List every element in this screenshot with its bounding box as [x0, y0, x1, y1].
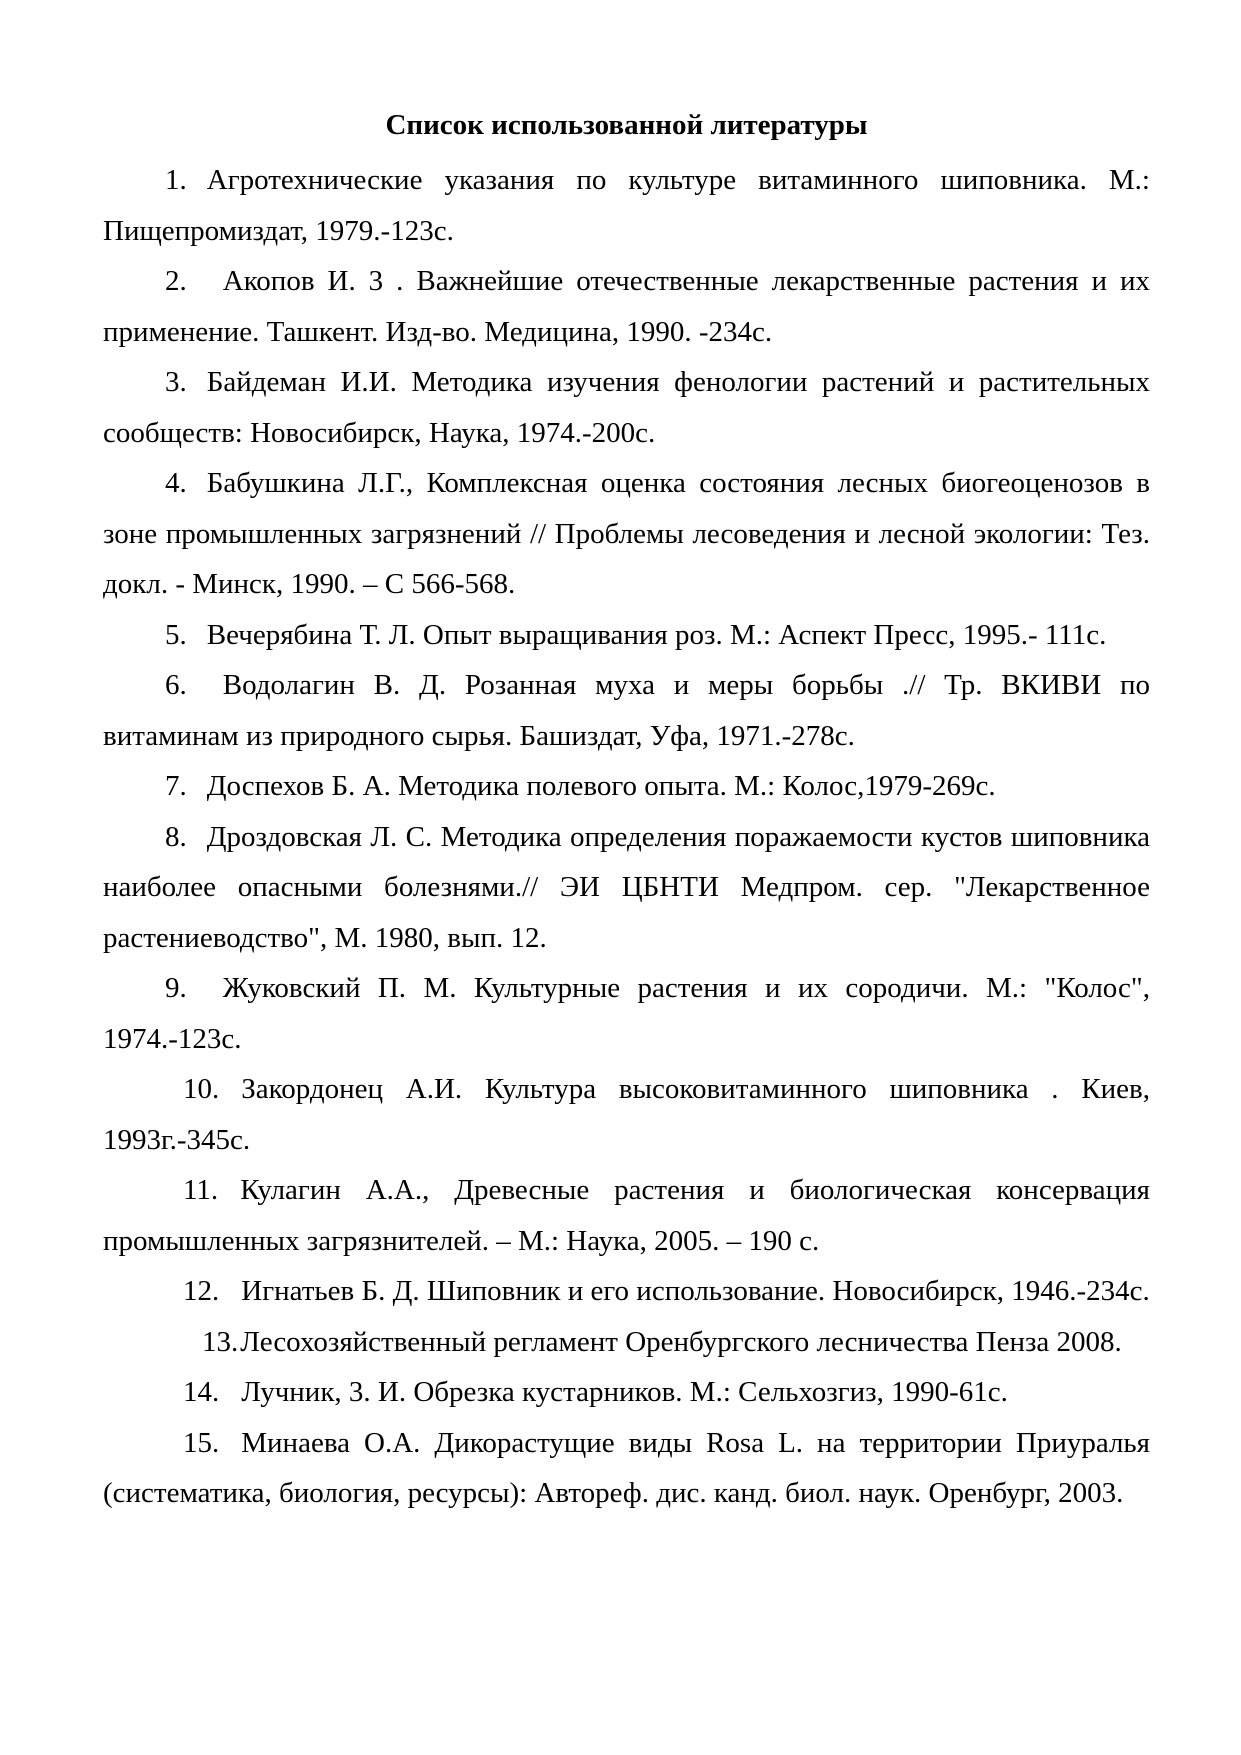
number-gap: [218, 1198, 240, 1199]
reference-number: 11.: [183, 1174, 219, 1206]
reference-item: [103, 812, 1150, 964]
number-gap: [219, 1097, 241, 1098]
document-content: [103, 100, 1150, 1519]
reference-text: Акопов И. 3 . Важнейшие отечественные лекарственные растения и их применение. Ташкент. Изд-во. Медицина, 1990. -234с.: [103, 265, 1150, 348]
reference-item: [103, 610, 1150, 661]
number-gap: [187, 996, 223, 997]
reference-text: Дроздовская Л. С. Методика определения поражаемости кустов шиповника наиболее опасными болезнями.// ЭИ ЦБНТИ Медпром. сер. "Лекарственное растениеводство", М. 1980, вып. 12.: [103, 820, 1150, 954]
reference-item: [103, 1064, 1150, 1165]
reference-text: Лесохозяйственный регламент Оренбургского лесничества Пенза 2008.: [240, 1325, 1122, 1358]
reference-item: [103, 963, 1150, 1064]
number-gap: [187, 188, 207, 189]
reference-number: 3.: [165, 366, 187, 398]
number-gap: [219, 1299, 241, 1300]
reference-number: 13.: [202, 1325, 239, 1358]
reference-text: Агротехнические указания по культуре витаминного шиповника. М.: Пищепромиздат, 1979.-123с.: [103, 164, 1150, 247]
reference-text: Игнатьев Б. Д. Шиповник и его использование. Новосибирск, 1946.-234с.: [241, 1275, 1150, 1307]
reference-text: Минаева О.А. Дикорастущие виды Rosa L. на территории Приуралья (систематика, биология, ресурсы): Автореф. дис. канд. биол. наук. Оренбург, 2003.: [103, 1426, 1150, 1509]
page-title: Список использованной литературы: [385, 109, 868, 141]
reference-text: Жуковский П. М. Культурные растения и их сородичи. М.: "Колос", 1974.-123с.: [103, 972, 1150, 1055]
reference-text: Бабушкина Л.Г., Комплексная оценка состояния лесных биогеоценозов в зоне промышленных загрязнений // Проблемы лесоведения и лесной экологии: Тез. докл. - Минск, 1990. – С 566-568.: [103, 467, 1150, 600]
reference-item: [103, 1418, 1150, 1519]
reference-text: Лучник, 3. И. Обрезка кустарников. М.: Сельхозгиз, 1990-61с.: [241, 1376, 1008, 1408]
reference-text: Вечерябина Т. Л. Опыт выращивания роз. М.: Аспект Пресс, 1995.- 111с.: [206, 618, 1107, 651]
reference-item: [103, 761, 1150, 812]
reference-text: Байдеман И.И. Методика изучения фенологии растений и растительных сообществ: Новосибирск, Наука, 1974.-200с.: [103, 366, 1150, 449]
number-gap: [187, 390, 207, 391]
number-gap: [187, 643, 207, 644]
reference-text: Закордонец А.И. Культура высоковитаминного шиповника . Киев, 1993г.-345с.: [103, 1073, 1150, 1156]
number-gap: [187, 289, 223, 290]
reference-item: [103, 357, 1150, 458]
reference-number: 4.: [165, 467, 187, 499]
reference-text: Кулагин А.А., Древесные растения и биологическая консервация промышленных загрязнителей. – М.: Наука, 2005. – 190 с.: [103, 1174, 1150, 1257]
number-gap: [187, 693, 223, 694]
reference-number: 8.: [165, 820, 187, 853]
reference-number: 14.: [183, 1376, 220, 1408]
reference-text: Водолагин В. Д. Розанная муха и меры борьбы .// Тр. ВКИВИ по витаминам из природного сырья. Башиздат, Уфа, 1971.-278с.: [103, 669, 1150, 752]
reference-number: 6.: [165, 669, 187, 701]
number-gap: [187, 794, 207, 795]
reference-text: Доспехов Б. А. Методика полевого опыта. М.: Колос,1979-269с.: [206, 770, 996, 802]
reference-item: [103, 1367, 1150, 1418]
number-gap: [187, 845, 207, 846]
reference-number: 7.: [165, 770, 187, 802]
reference-number: 5.: [165, 618, 187, 651]
reference-item: [103, 1266, 1150, 1317]
number-gap: [219, 1400, 241, 1401]
reference-number: 1.: [165, 164, 187, 196]
reference-item: [103, 155, 1150, 256]
reference-number: 15.: [183, 1426, 220, 1459]
reference-item: [103, 1165, 1150, 1266]
reference-item: [103, 256, 1150, 357]
reference-number: 9.: [165, 972, 187, 1004]
reference-number: 12.: [183, 1275, 220, 1307]
number-gap: [187, 491, 207, 492]
reference-number: 10.: [183, 1073, 220, 1105]
reference-item: [103, 660, 1150, 761]
number-gap: [219, 1451, 241, 1452]
reference-item: [103, 1317, 1150, 1368]
reference-item: [103, 458, 1150, 610]
reference-number: 2.: [165, 265, 187, 297]
